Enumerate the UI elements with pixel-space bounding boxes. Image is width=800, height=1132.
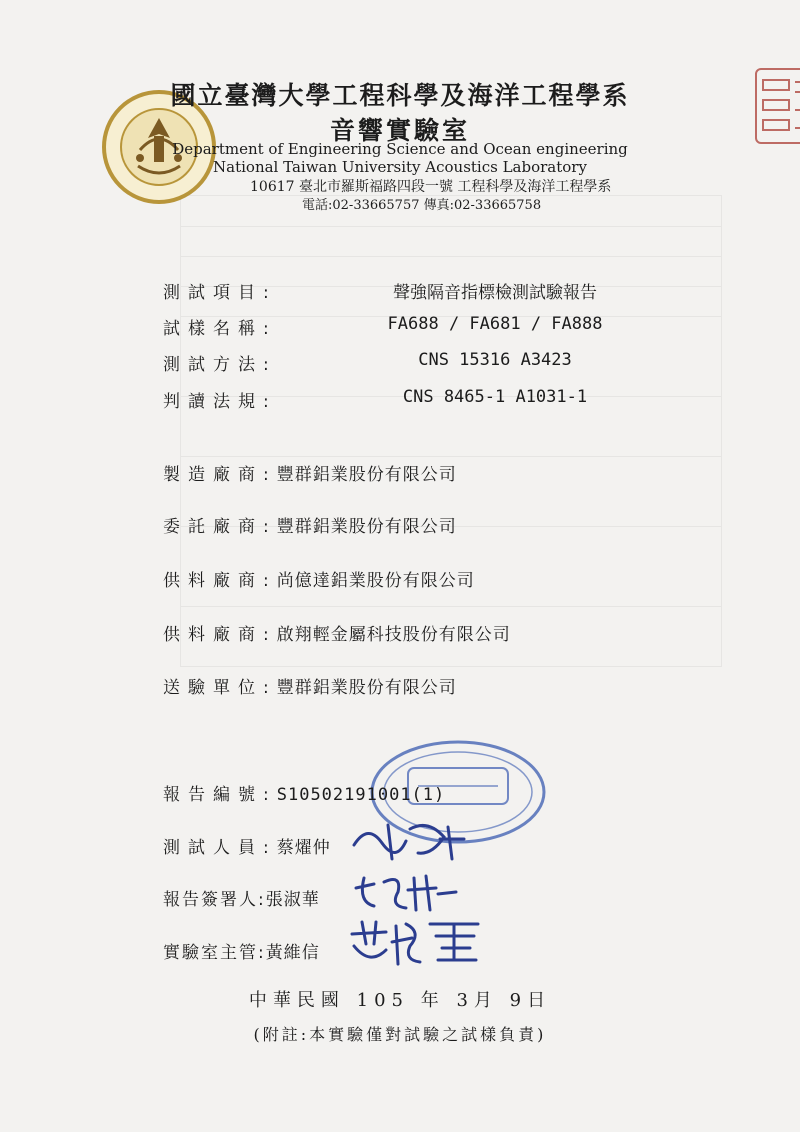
signatory-label: 報告簽署人: (163, 890, 266, 910)
lab-director-row (163, 938, 320, 963)
client-label: 委託廠商: (163, 517, 277, 537)
english-lab: National Taiwan University Acoustics Laboratory (213, 158, 587, 176)
manufacturer-row (163, 460, 457, 485)
phone-fax: 電話:02-33665757 傳真:02-33665758 (302, 198, 542, 213)
address: 10617 臺北市羅斯福路四段一號 工程科學及海洋工程學系 (250, 179, 612, 195)
manufacturer-label: 製造廠商: (163, 465, 277, 485)
manufacturer-value: 豐群鋁業股份有限公司 (276, 465, 457, 485)
sample-name-value: FA688 / FA681 / FA888 (387, 314, 603, 334)
submitter-row (163, 673, 457, 698)
report-date: 中華民國 105 年 3月 9日 (248, 990, 552, 1011)
lab-director-value: 黃維信 (265, 943, 320, 963)
sample-name-label: 試樣名稱: (163, 319, 277, 339)
signatory-signature (350, 868, 460, 914)
supplier-2-row (163, 620, 511, 645)
tester-label: 測試人員: (163, 838, 277, 858)
supplier-1-row (163, 566, 475, 591)
report-no-label: 報告編號: (163, 785, 277, 805)
lab-director-label: 實驗室主管: (163, 943, 266, 963)
tester-row (163, 833, 331, 858)
supplier-1-label: 供料廠商: (163, 571, 277, 591)
signatory-row (163, 885, 320, 910)
test-method-label: 測試方法: (163, 355, 277, 375)
reference-standard-label: 判讀法規: (163, 392, 277, 412)
supplier-2-label: 供料廠商: (163, 625, 277, 645)
test-item-value: 聲強隔音指標檢測試驗報告 (393, 283, 597, 303)
report-no-row (163, 780, 445, 805)
bleed-through-table (180, 195, 722, 667)
client-value: 豐群鋁業股份有限公司 (276, 517, 457, 537)
test-method-value: CNS 15316 A3423 (418, 350, 572, 370)
reference-standard-value: CNS 8465-1 A1031-1 (402, 387, 588, 407)
english-department: Department of Engineering Science and Ocean engineering (172, 140, 628, 158)
submitter-label: 送驗單位: (163, 678, 277, 698)
lab-title: 音響實驗室 (329, 116, 470, 145)
supplier-2-value: 啟翔輕金屬科技股份有限公司 (276, 625, 511, 645)
footer-note: (附註:本實驗僅對試驗之試樣負責) (253, 1025, 547, 1044)
supplier-1-value: 尚億達鋁業股份有限公司 (276, 571, 475, 591)
tester-value: 蔡燿仲 (276, 838, 331, 858)
test-item-label: 測試項目: (163, 283, 277, 303)
signatory-value: 張淑華 (265, 890, 320, 910)
report-no-value: S10502191001(1) (276, 785, 446, 805)
submitter-value: 豐群鋁業股份有限公司 (276, 678, 457, 698)
lab-director-signature (346, 916, 486, 972)
department-title: 國立臺灣大學工程科學及海洋工程學系 (170, 81, 630, 110)
client-row (163, 512, 457, 537)
tester-signature (348, 815, 468, 863)
